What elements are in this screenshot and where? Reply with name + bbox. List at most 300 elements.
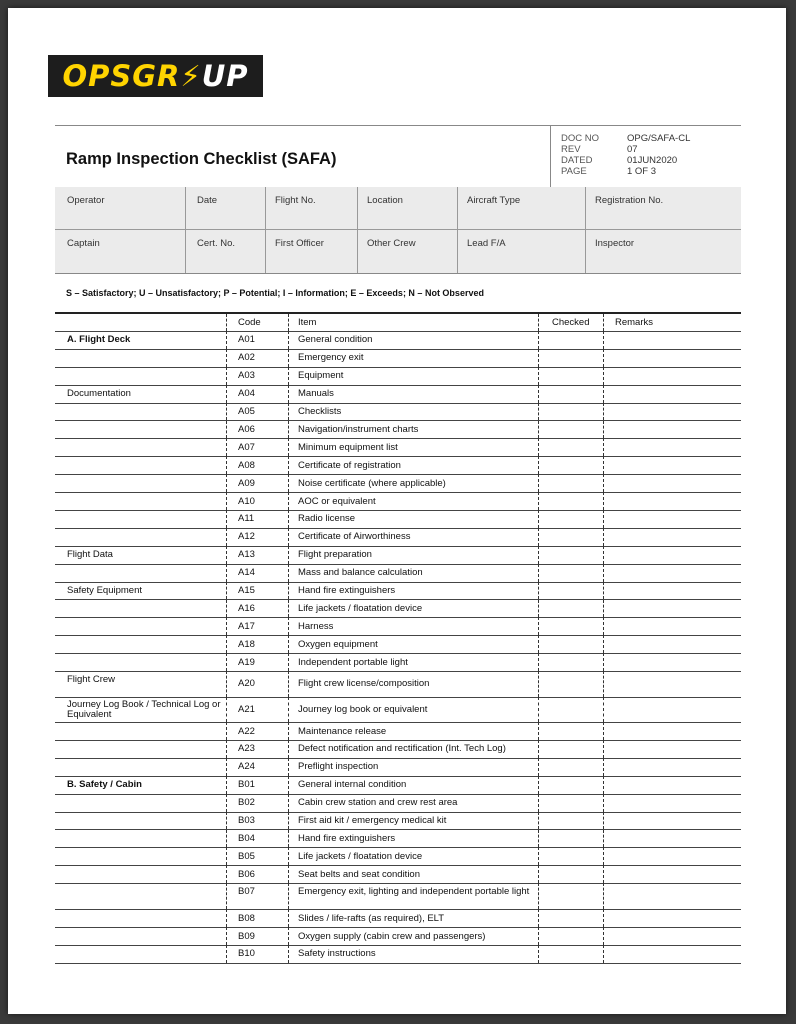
column-header-code: Code — [238, 317, 261, 328]
column-divider — [538, 421, 539, 439]
column-divider — [538, 635, 539, 653]
remarks-cell[interactable] — [605, 474, 739, 492]
column-divider — [288, 697, 289, 723]
column-divider — [538, 331, 539, 349]
column-divider — [226, 367, 227, 385]
table-row — [55, 367, 741, 386]
table-row — [55, 830, 741, 849]
row-item: Equipment — [298, 370, 344, 382]
row-code: B07 — [238, 886, 255, 898]
column-divider — [603, 331, 604, 349]
row-code: A23 — [238, 743, 255, 755]
column-divider — [226, 671, 227, 697]
column-divider — [603, 349, 604, 367]
checked-cell[interactable] — [540, 653, 602, 671]
table-row — [55, 776, 741, 795]
lightning-icon: ⚡ — [180, 59, 202, 93]
remarks-cell[interactable] — [605, 367, 739, 385]
remarks-cell[interactable] — [605, 653, 739, 671]
remarks-cell[interactable] — [605, 830, 739, 848]
column-divider — [226, 883, 227, 909]
column-divider — [603, 528, 604, 546]
column-divider — [538, 564, 539, 582]
table-row — [55, 671, 741, 698]
row-code: A06 — [238, 423, 255, 435]
remarks-cell[interactable] — [605, 385, 739, 403]
row-item: Maintenance release — [298, 725, 387, 737]
checked-cell[interactable] — [540, 385, 602, 403]
remarks-cell[interactable] — [605, 722, 739, 740]
column-divider — [603, 474, 604, 492]
row-code: A14 — [238, 567, 255, 579]
row-code: A11 — [238, 513, 255, 525]
row-item: Navigation/instrument charts — [298, 423, 419, 435]
checked-cell[interactable] — [540, 474, 602, 492]
remarks-cell[interactable] — [605, 847, 739, 865]
checked-cell[interactable] — [540, 617, 602, 635]
column-divider — [288, 812, 289, 830]
row-item: Cabin crew station and crew rest area — [298, 797, 458, 809]
column-divider — [603, 617, 604, 635]
column-divider — [288, 385, 289, 403]
remarks-cell[interactable] — [605, 349, 739, 367]
column-divider — [226, 865, 227, 883]
column-divider — [603, 635, 604, 653]
row-code: A03 — [238, 370, 255, 382]
column-divider — [538, 909, 539, 927]
row-item: Manuals — [298, 388, 334, 400]
table-row — [55, 582, 741, 601]
column-divider — [226, 385, 227, 403]
row-item: Certificate of Airworthiness — [298, 531, 411, 543]
remarks-cell[interactable] — [605, 945, 739, 963]
checked-cell[interactable] — [540, 421, 602, 439]
remarks-cell[interactable] — [605, 421, 739, 439]
row-item: Seat belts and seat condition — [298, 868, 421, 880]
table-row — [55, 945, 741, 964]
checked-cell[interactable] — [540, 847, 602, 865]
column-divider — [288, 847, 289, 865]
column-divider — [288, 456, 289, 474]
checked-cell[interactable] — [540, 367, 602, 385]
field-captain: Captain — [67, 238, 100, 249]
column-divider — [603, 510, 604, 528]
column-divider — [538, 349, 539, 367]
column-divider — [538, 776, 539, 794]
row-code: A21 — [238, 703, 255, 715]
checked-cell[interactable] — [540, 582, 602, 600]
column-divider — [538, 582, 539, 600]
column-divider — [538, 758, 539, 776]
column-divider — [538, 438, 539, 456]
column-divider — [226, 564, 227, 582]
remarks-cell[interactable] — [605, 492, 739, 510]
row-code: A15 — [238, 585, 255, 597]
table-row — [55, 883, 741, 910]
column-divider — [288, 653, 289, 671]
column-divider — [226, 847, 227, 865]
column-divider — [603, 883, 604, 909]
column-divider — [603, 564, 604, 582]
column-divider — [538, 492, 539, 510]
row-code: B06 — [238, 868, 255, 880]
column-divider — [603, 830, 604, 848]
table-row — [55, 758, 741, 777]
row-code: A05 — [238, 406, 255, 418]
column-divider — [288, 758, 289, 776]
column-divider — [538, 945, 539, 963]
row-section: Safety Equipment — [67, 585, 142, 597]
row-code: B01 — [238, 779, 255, 791]
row-code: B10 — [238, 948, 255, 960]
remarks-cell[interactable] — [605, 794, 739, 812]
remarks-cell[interactable] — [605, 564, 739, 582]
column-divider — [288, 421, 289, 439]
row-code: A22 — [238, 725, 255, 737]
row-item: Oxygen supply (cabin crew and passengers) — [298, 930, 486, 942]
column-divider — [226, 600, 227, 618]
table-row — [55, 564, 741, 583]
remarks-cell[interactable] — [605, 438, 739, 456]
table-row — [55, 722, 741, 741]
remarks-cell[interactable] — [605, 456, 739, 474]
row-item: Harness — [298, 620, 334, 632]
row-item: Defect notification and rectification (Int. Tech Log) — [298, 743, 506, 755]
column-divider — [288, 438, 289, 456]
remarks-cell[interactable] — [605, 403, 739, 421]
column-divider — [226, 653, 227, 671]
remarks-cell[interactable] — [605, 617, 739, 635]
column-divider — [603, 847, 604, 865]
column-divider — [288, 403, 289, 421]
checked-cell[interactable] — [540, 697, 602, 723]
row-code: B09 — [238, 930, 255, 942]
table-row — [55, 510, 741, 529]
checked-cell[interactable] — [540, 812, 602, 830]
column-divider — [226, 617, 227, 635]
row-code: A07 — [238, 441, 255, 453]
row-section: Flight Crew — [67, 674, 116, 686]
column-divider — [603, 653, 604, 671]
row-code: A02 — [238, 352, 255, 364]
column-divider — [288, 945, 289, 963]
table-row — [55, 331, 741, 350]
checked-cell[interactable] — [540, 403, 602, 421]
checked-cell[interactable] — [540, 909, 602, 927]
checked-cell[interactable] — [540, 740, 602, 758]
field-location: Location — [367, 195, 403, 206]
row-code: A13 — [238, 549, 255, 561]
column-divider — [226, 927, 227, 945]
table-row — [55, 847, 741, 866]
doc-info-box: DOC NO OPG/SAFA-CL REV 07 DATED 01JUN2020 PAGE 1 OF 3 — [550, 126, 742, 188]
row-code: B02 — [238, 797, 255, 809]
column-divider — [603, 492, 604, 510]
column-divider — [226, 722, 227, 740]
checked-cell[interactable] — [540, 349, 602, 367]
column-divider — [288, 740, 289, 758]
column-divider — [226, 492, 227, 510]
column-divider — [226, 403, 227, 421]
table-row — [55, 456, 741, 475]
remarks-cell[interactable] — [605, 582, 739, 600]
row-item: Life jackets / floatation device — [298, 850, 423, 862]
table-row — [55, 909, 741, 928]
checked-cell[interactable] — [540, 927, 602, 945]
row-code: A01 — [238, 334, 255, 346]
column-divider — [226, 945, 227, 963]
checked-cell[interactable] — [540, 635, 602, 653]
document-header — [55, 125, 741, 189]
column-divider — [226, 909, 227, 927]
column-divider — [538, 403, 539, 421]
remarks-cell[interactable] — [605, 776, 739, 794]
column-divider — [288, 564, 289, 582]
row-code: A19 — [238, 656, 255, 668]
row-item: Emergency exit, lighting and independent portable light — [298, 886, 530, 898]
page-title: Ramp Inspection Checklist (SAFA) — [66, 150, 337, 168]
column-divider — [603, 945, 604, 963]
column-divider — [538, 883, 539, 909]
column-divider — [226, 830, 227, 848]
checked-cell[interactable] — [540, 865, 602, 883]
table-row — [55, 740, 741, 759]
column-divider — [226, 740, 227, 758]
column-divider — [603, 758, 604, 776]
checked-cell[interactable] — [540, 776, 602, 794]
column-divider — [288, 865, 289, 883]
column-divider — [226, 794, 227, 812]
row-item: Safety instructions — [298, 948, 376, 960]
column-divider — [288, 794, 289, 812]
table-header — [55, 312, 741, 332]
row-item: Oxygen equipment — [298, 638, 378, 650]
column-divider — [538, 697, 539, 723]
column-divider — [603, 456, 604, 474]
table-row — [55, 927, 741, 946]
column-divider — [226, 697, 227, 723]
row-code: A08 — [238, 459, 255, 471]
row-item: Checklists — [298, 406, 342, 418]
column-divider — [603, 600, 604, 618]
table-row — [55, 349, 741, 368]
column-divider — [226, 510, 227, 528]
column-divider — [603, 438, 604, 456]
checked-cell[interactable] — [540, 546, 602, 564]
row-item: Flight crew license/composition — [298, 678, 430, 690]
row-code: B05 — [238, 850, 255, 862]
column-header-remarks: Remarks — [615, 317, 654, 328]
row-item: First aid kit / emergency medical kit — [298, 815, 447, 827]
checked-cell[interactable] — [540, 510, 602, 528]
column-divider — [603, 776, 604, 794]
column-divider — [288, 349, 289, 367]
column-divider — [538, 617, 539, 635]
field-first-officer: First Officer — [275, 238, 324, 249]
column-divider — [288, 528, 289, 546]
column-divider — [603, 546, 604, 564]
table-row — [55, 528, 741, 547]
table-row — [55, 653, 741, 672]
column-divider — [603, 367, 604, 385]
header-info-grid — [55, 187, 741, 274]
column-divider — [288, 510, 289, 528]
row-section: Journey Log Book / Technical Log or Equivalent — [67, 698, 221, 720]
row-item: Radio license — [298, 513, 356, 525]
field-aircraft-type: Aircraft Type — [467, 195, 521, 206]
checked-cell[interactable] — [540, 945, 602, 963]
row-item: Mass and balance calculation — [298, 567, 423, 579]
field-inspector: Inspector — [595, 238, 635, 249]
column-divider — [288, 474, 289, 492]
checked-cell[interactable] — [540, 438, 602, 456]
row-code: A24 — [238, 761, 255, 773]
column-divider — [538, 510, 539, 528]
column-divider — [603, 697, 604, 723]
remarks-cell[interactable] — [605, 758, 739, 776]
row-item: Certificate of registration — [298, 459, 401, 471]
opsgroup-logo — [48, 55, 263, 97]
column-divider — [226, 438, 227, 456]
column-divider — [538, 722, 539, 740]
row-code: A20 — [238, 678, 255, 690]
column-divider — [288, 635, 289, 653]
column-divider — [538, 847, 539, 865]
logo-text-2: UP — [201, 59, 249, 93]
row-item: Independent portable light — [298, 656, 408, 668]
row-item: Journey log book or equivalent — [298, 703, 428, 715]
column-divider — [226, 456, 227, 474]
remarks-cell[interactable] — [605, 927, 739, 945]
column-divider — [288, 367, 289, 385]
remarks-cell[interactable] — [605, 528, 739, 546]
column-divider — [226, 635, 227, 653]
column-divider — [226, 349, 227, 367]
column-divider — [288, 909, 289, 927]
remarks-cell[interactable] — [605, 331, 739, 349]
checked-cell[interactable] — [540, 600, 602, 618]
field-flight-no: Flight No. — [275, 195, 316, 206]
table-row — [55, 546, 741, 565]
table-row — [55, 600, 741, 619]
column-divider — [603, 865, 604, 883]
column-divider — [288, 546, 289, 564]
column-divider — [538, 367, 539, 385]
field-cert-no: Cert. No. — [197, 238, 236, 249]
remarks-cell[interactable] — [605, 812, 739, 830]
remarks-cell[interactable] — [605, 600, 739, 618]
remarks-cell[interactable] — [605, 909, 739, 927]
column-divider — [603, 794, 604, 812]
table-row — [55, 865, 741, 884]
column-divider — [288, 776, 289, 794]
remarks-cell[interactable] — [605, 697, 739, 723]
checked-cell[interactable] — [540, 671, 602, 697]
table-row — [55, 385, 741, 404]
row-item: Minimum equipment list — [298, 441, 398, 453]
table-row — [55, 617, 741, 636]
remarks-cell[interactable] — [605, 883, 739, 909]
row-item: Hand fire extinguishers — [298, 832, 396, 844]
field-date: Date — [197, 195, 218, 206]
column-divider — [538, 474, 539, 492]
checked-cell[interactable] — [540, 758, 602, 776]
column-divider — [288, 883, 289, 909]
table-row — [55, 794, 741, 813]
checked-cell[interactable] — [540, 456, 602, 474]
column-divider — [226, 776, 227, 794]
row-code: B03 — [238, 815, 255, 827]
column-divider — [226, 421, 227, 439]
table-row — [55, 697, 741, 724]
remarks-cell[interactable] — [605, 635, 739, 653]
row-code: B04 — [238, 832, 255, 844]
row-item: Noise certificate (where applicable) — [298, 477, 446, 489]
checked-cell[interactable] — [540, 492, 602, 510]
row-code: A16 — [238, 602, 255, 614]
field-operator: Operator — [67, 195, 105, 206]
table-row — [55, 403, 741, 422]
column-divider — [226, 758, 227, 776]
checked-cell[interactable] — [540, 331, 602, 349]
column-divider — [538, 927, 539, 945]
remarks-cell[interactable] — [605, 510, 739, 528]
column-header-checked: Checked — [552, 317, 590, 328]
row-item: Life jackets / floatation device — [298, 602, 423, 614]
column-divider — [603, 812, 604, 830]
field-other-crew: Other Crew — [367, 238, 416, 249]
column-divider — [538, 830, 539, 848]
column-header-item: Item — [298, 317, 317, 328]
row-section: A. Flight Deck — [67, 334, 131, 346]
column-divider — [538, 653, 539, 671]
checked-cell[interactable] — [540, 564, 602, 582]
column-divider — [603, 740, 604, 758]
document-page — [8, 8, 786, 1014]
checked-cell[interactable] — [540, 830, 602, 848]
column-divider — [288, 927, 289, 945]
row-section: Documentation — [67, 388, 131, 400]
checked-cell[interactable] — [540, 794, 602, 812]
column-divider — [226, 474, 227, 492]
row-code: A12 — [238, 531, 255, 543]
column-divider — [603, 385, 604, 403]
row-item: AOC or equivalent — [298, 495, 376, 507]
column-divider — [226, 528, 227, 546]
column-divider — [603, 403, 604, 421]
column-divider — [288, 671, 289, 697]
checked-cell[interactable] — [540, 528, 602, 546]
remarks-cell[interactable] — [605, 740, 739, 758]
remarks-cell[interactable] — [605, 865, 739, 883]
column-divider — [538, 865, 539, 883]
logo-text-1: OPSGR — [62, 59, 181, 93]
checked-cell[interactable] — [540, 722, 602, 740]
remarks-cell[interactable] — [605, 671, 739, 697]
column-divider — [226, 546, 227, 564]
column-divider — [226, 812, 227, 830]
row-item: General internal condition — [298, 779, 407, 791]
row-item: Hand fire extinguishers — [298, 585, 396, 597]
remarks-cell[interactable] — [605, 546, 739, 564]
column-divider — [603, 421, 604, 439]
column-divider — [603, 671, 604, 697]
checked-cell[interactable] — [540, 883, 602, 909]
row-code: A09 — [238, 477, 255, 489]
column-divider — [538, 740, 539, 758]
row-section: Flight Data — [67, 549, 113, 561]
column-divider — [226, 331, 227, 349]
